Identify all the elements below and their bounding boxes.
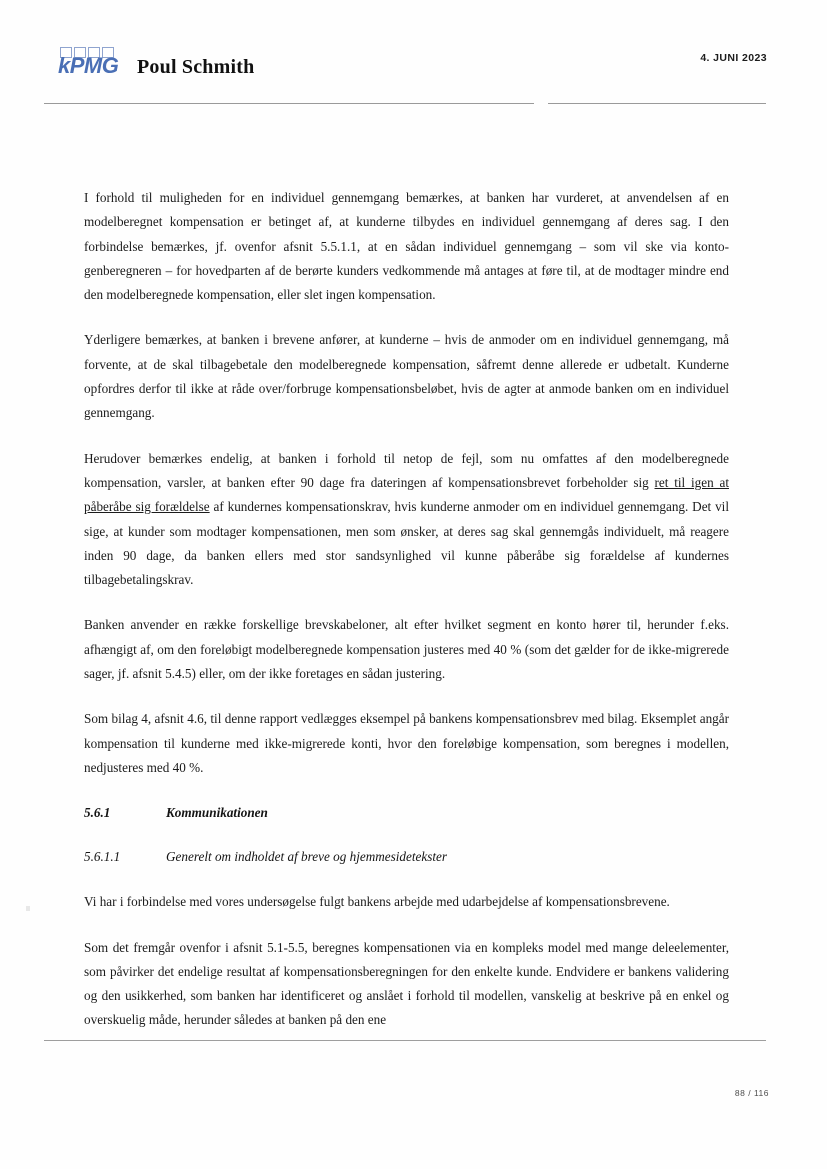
paragraph: Banken anvender en række forskellige brevskabeloner, alt efter hvilket segment en konto hører til, herunder f.eks. afhængigt af, om den foreløbigt modelberegnede kompensation justeres med 40 % (som det gælder for de ikke-migrerede sager, jf. afsnit 5.4.5) eller, om der ikke foretages en sådan justering. xyxy=(84,617,729,682)
brand-name: Poul Schmith xyxy=(137,56,255,78)
kpmg-logo-text: kPMG xyxy=(58,53,119,78)
kpmg-logo xyxy=(58,47,122,81)
header-rule-right xyxy=(548,103,766,104)
document-date: 4. JUNI 2023 xyxy=(700,52,767,64)
section-heading-5-6-1-1 xyxy=(84,845,729,869)
footer-rule xyxy=(44,1040,766,1041)
paragraph: Yderligere bemærkes, at banken i brevene anfører, at kunderne – hvis de anmoder om en individuel gennemgang, må forvente, at de skal tilbagebetale den modelberegnede kompensation, såfremt denne allerede er udbetalt. Kunderne opfordres derfor til ikke at råde over/forbruge kompensationsbeløbet, hvis de agter at anmode banken om en individuel gennemgang. xyxy=(84,332,729,421)
paragraph: Som bilag 4, afsnit 4.6, til denne rapport vedlægges eksempel på bankens kompensationsbrev med bilag. Eksemplet angår kompensation til kunderne med ikke-migrerede konti, hvor den foreløbige kompensation, som beregnes i modellen, nedjusteres med 40 %. xyxy=(84,711,729,775)
subsection-number: 5.6.1.1 xyxy=(84,849,121,865)
paragraph: I forhold til muligheden for en individuel gennemgang bemærkes, at banken har vurderet, at anvendelsen af en modelberegnet kompensation er betinget af, at kunderne tilbydes en individuel gennemgang af deres sag. I den forbindelse bemærkes, jf. ovenfor afsnit 5.5.1.1, at en sådan individuel gennemgang – som vil ske via konto-genberegneren – for hovedparten af de berørte kunders vedkommende må antages at føre til, at de modtager mindre end den modelberegnede kompensation, eller slet ingen kompensation. xyxy=(84,190,729,303)
section-heading-5-6-1 xyxy=(84,801,729,825)
underlined-text: ret til igen at påberåbe sig forældelse xyxy=(84,474,729,515)
paragraph: Vi har i forbindelse med vores undersøgelse fulgt bankens arbejde med udarbejdelse af kompensationsbrevene. xyxy=(84,894,670,910)
scan-artifact xyxy=(26,906,30,911)
section-number: 5.6.1 xyxy=(84,805,111,821)
page-header xyxy=(0,0,827,110)
document-body xyxy=(84,186,729,1054)
section-title: Kommunikationen xyxy=(166,805,268,821)
page-number: 88 / 116 xyxy=(734,1088,769,1098)
subsection-title: Generelt om indholdet af breve og hjemmesidetekster xyxy=(166,849,448,865)
paragraph: Herudover bemærkes endelig, at banken i forhold til netop de fejl, som nu omfattes af den modelberegnede kompensation, varsler, at banken efter 90 dage fra dateringen af kompensationsbrevet forbeholder sig ret til igen at påberåbe sig forældelse af kundernes kompensationskrav, hvis kunderne anmoder om en individuel gennemgang. Det vil sige, at kunder som modtager kompensationen, men som ønsker, at deres sag skal gennemgås individuelt, må reagere inden 90 dage, da banken ellers med stor sandsynlighed vil kunne påberåbe sig forældelse af kundernes tilbagebetalingskrav. xyxy=(84,450,729,588)
paragraph: Som det fremgår ovenfor i afsnit 5.1-5.5, beregnes kompensationen via en kompleks model med mange deleelementer, som påvirker det endelige resultat af kompensationsberegningen for den enkelte kunde. Endvidere er bankens validering og den usikkerhed, som banken har identificeret og anslået i forhold til modellen, vanskelig at beskrive på en enkel og overskuelig måde, herunder således at banken på den ene xyxy=(84,939,729,1028)
header-rule-left xyxy=(44,103,534,104)
